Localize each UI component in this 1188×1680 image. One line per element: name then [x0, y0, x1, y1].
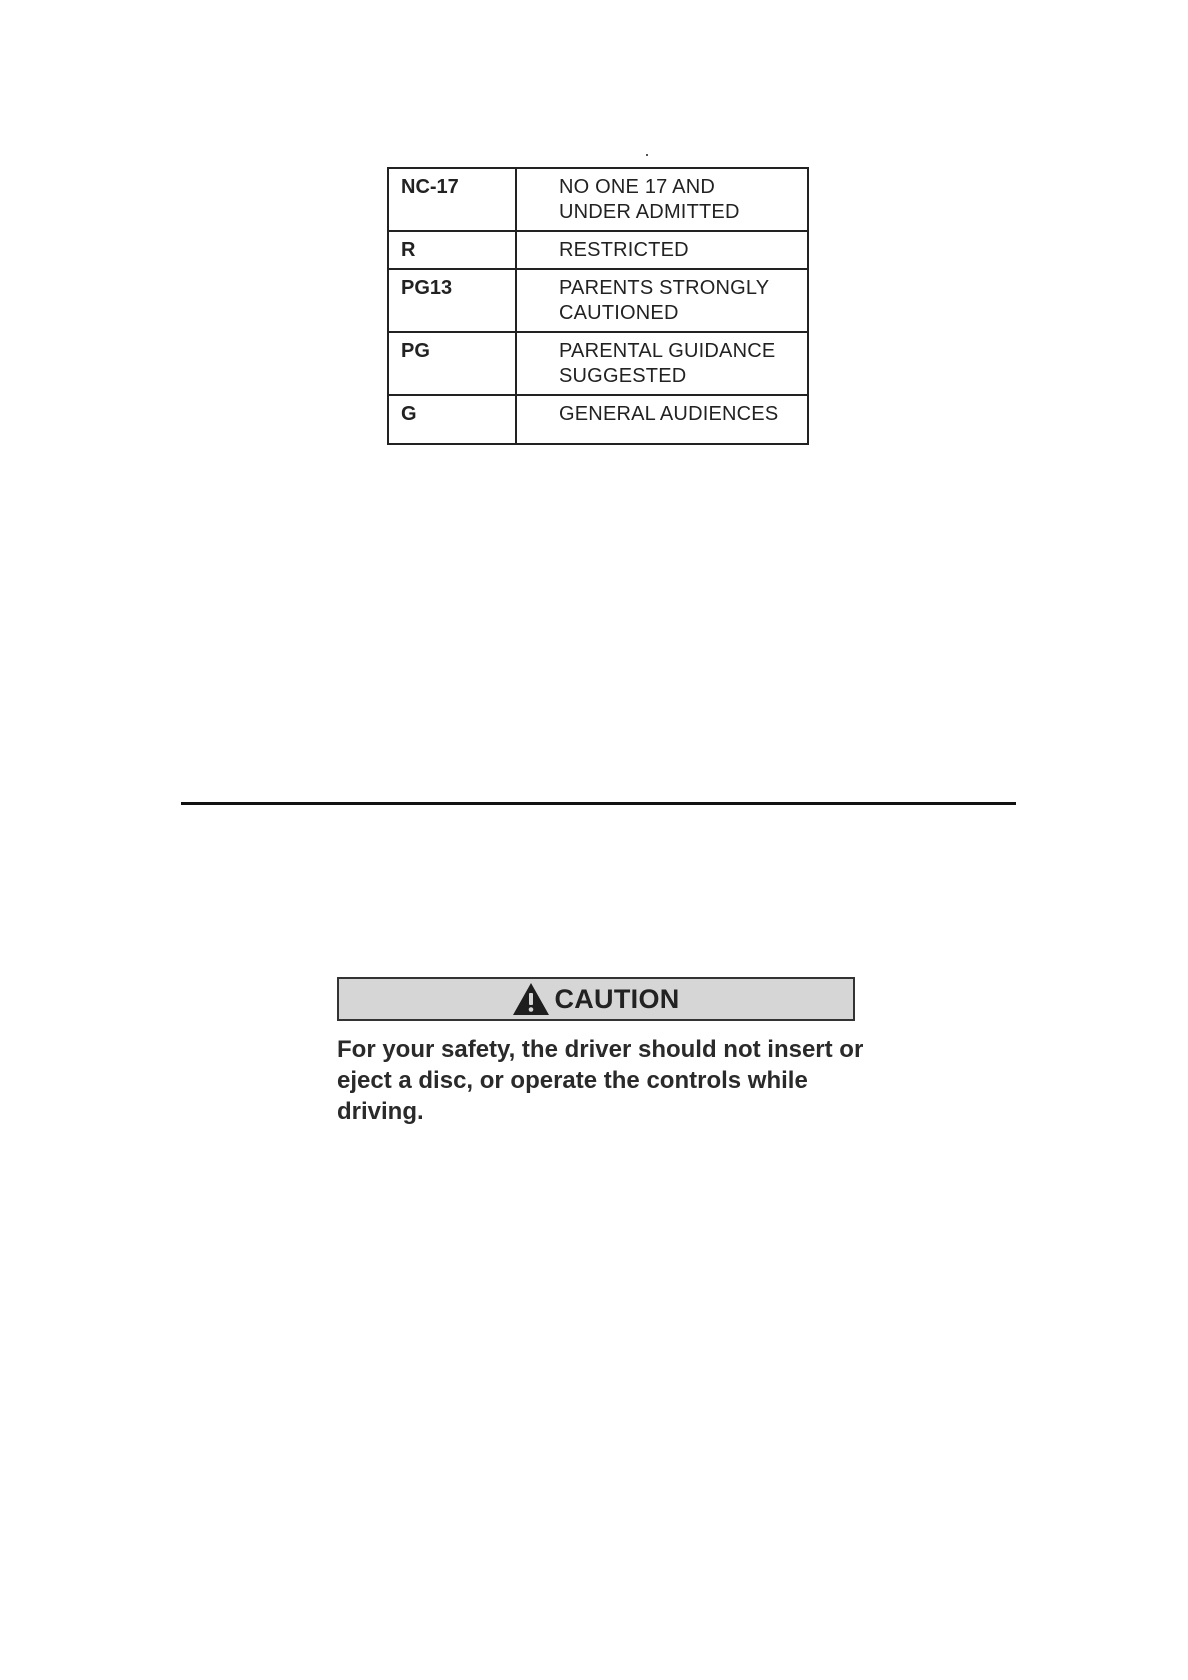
warning-triangle-icon: [512, 982, 550, 1016]
rating-meaning: [516, 332, 808, 395]
rating-code: PG13: [388, 269, 516, 332]
rating-code: R: [388, 231, 516, 269]
rating-meaning-line: CAUTIONED: [559, 302, 679, 324]
rating-meaning-line: PARENTAL GUIDANCE: [559, 340, 776, 362]
rating-code: PG: [388, 332, 516, 395]
rating-meaning-line: NO ONE 17 AND: [559, 176, 715, 198]
table-row: [388, 168, 808, 231]
rating-code: NC-17: [388, 168, 516, 231]
rating-meaning-line: GENERAL AUDIENCES: [559, 403, 779, 425]
scan-speck: [646, 154, 648, 156]
table-row: [388, 395, 808, 444]
table-row: [388, 269, 808, 332]
rating-meaning-line: SUGGESTED: [559, 365, 687, 387]
rating-meaning: [516, 168, 808, 231]
rating-meaning-line: PARENTS STRONGLY: [559, 277, 770, 299]
rating-meaning-line: UNDER ADMITTED: [559, 201, 740, 223]
rating-meaning: [516, 395, 808, 444]
caution-title: CAUTION: [554, 983, 680, 1014]
caution-header: [337, 977, 855, 1021]
ratings-table: [387, 167, 809, 445]
rating-code: G: [388, 395, 516, 444]
rating-meaning: [516, 269, 808, 332]
rating-meaning: [516, 231, 808, 269]
table-row: [388, 332, 808, 395]
table-row: [388, 231, 808, 269]
caution-text: For your safety, the driver should not insert or eject a disc, or operate the controls while driving.: [337, 1036, 864, 1125]
rating-meaning-line: RESTRICTED: [559, 239, 689, 261]
section-divider: [181, 802, 1016, 805]
